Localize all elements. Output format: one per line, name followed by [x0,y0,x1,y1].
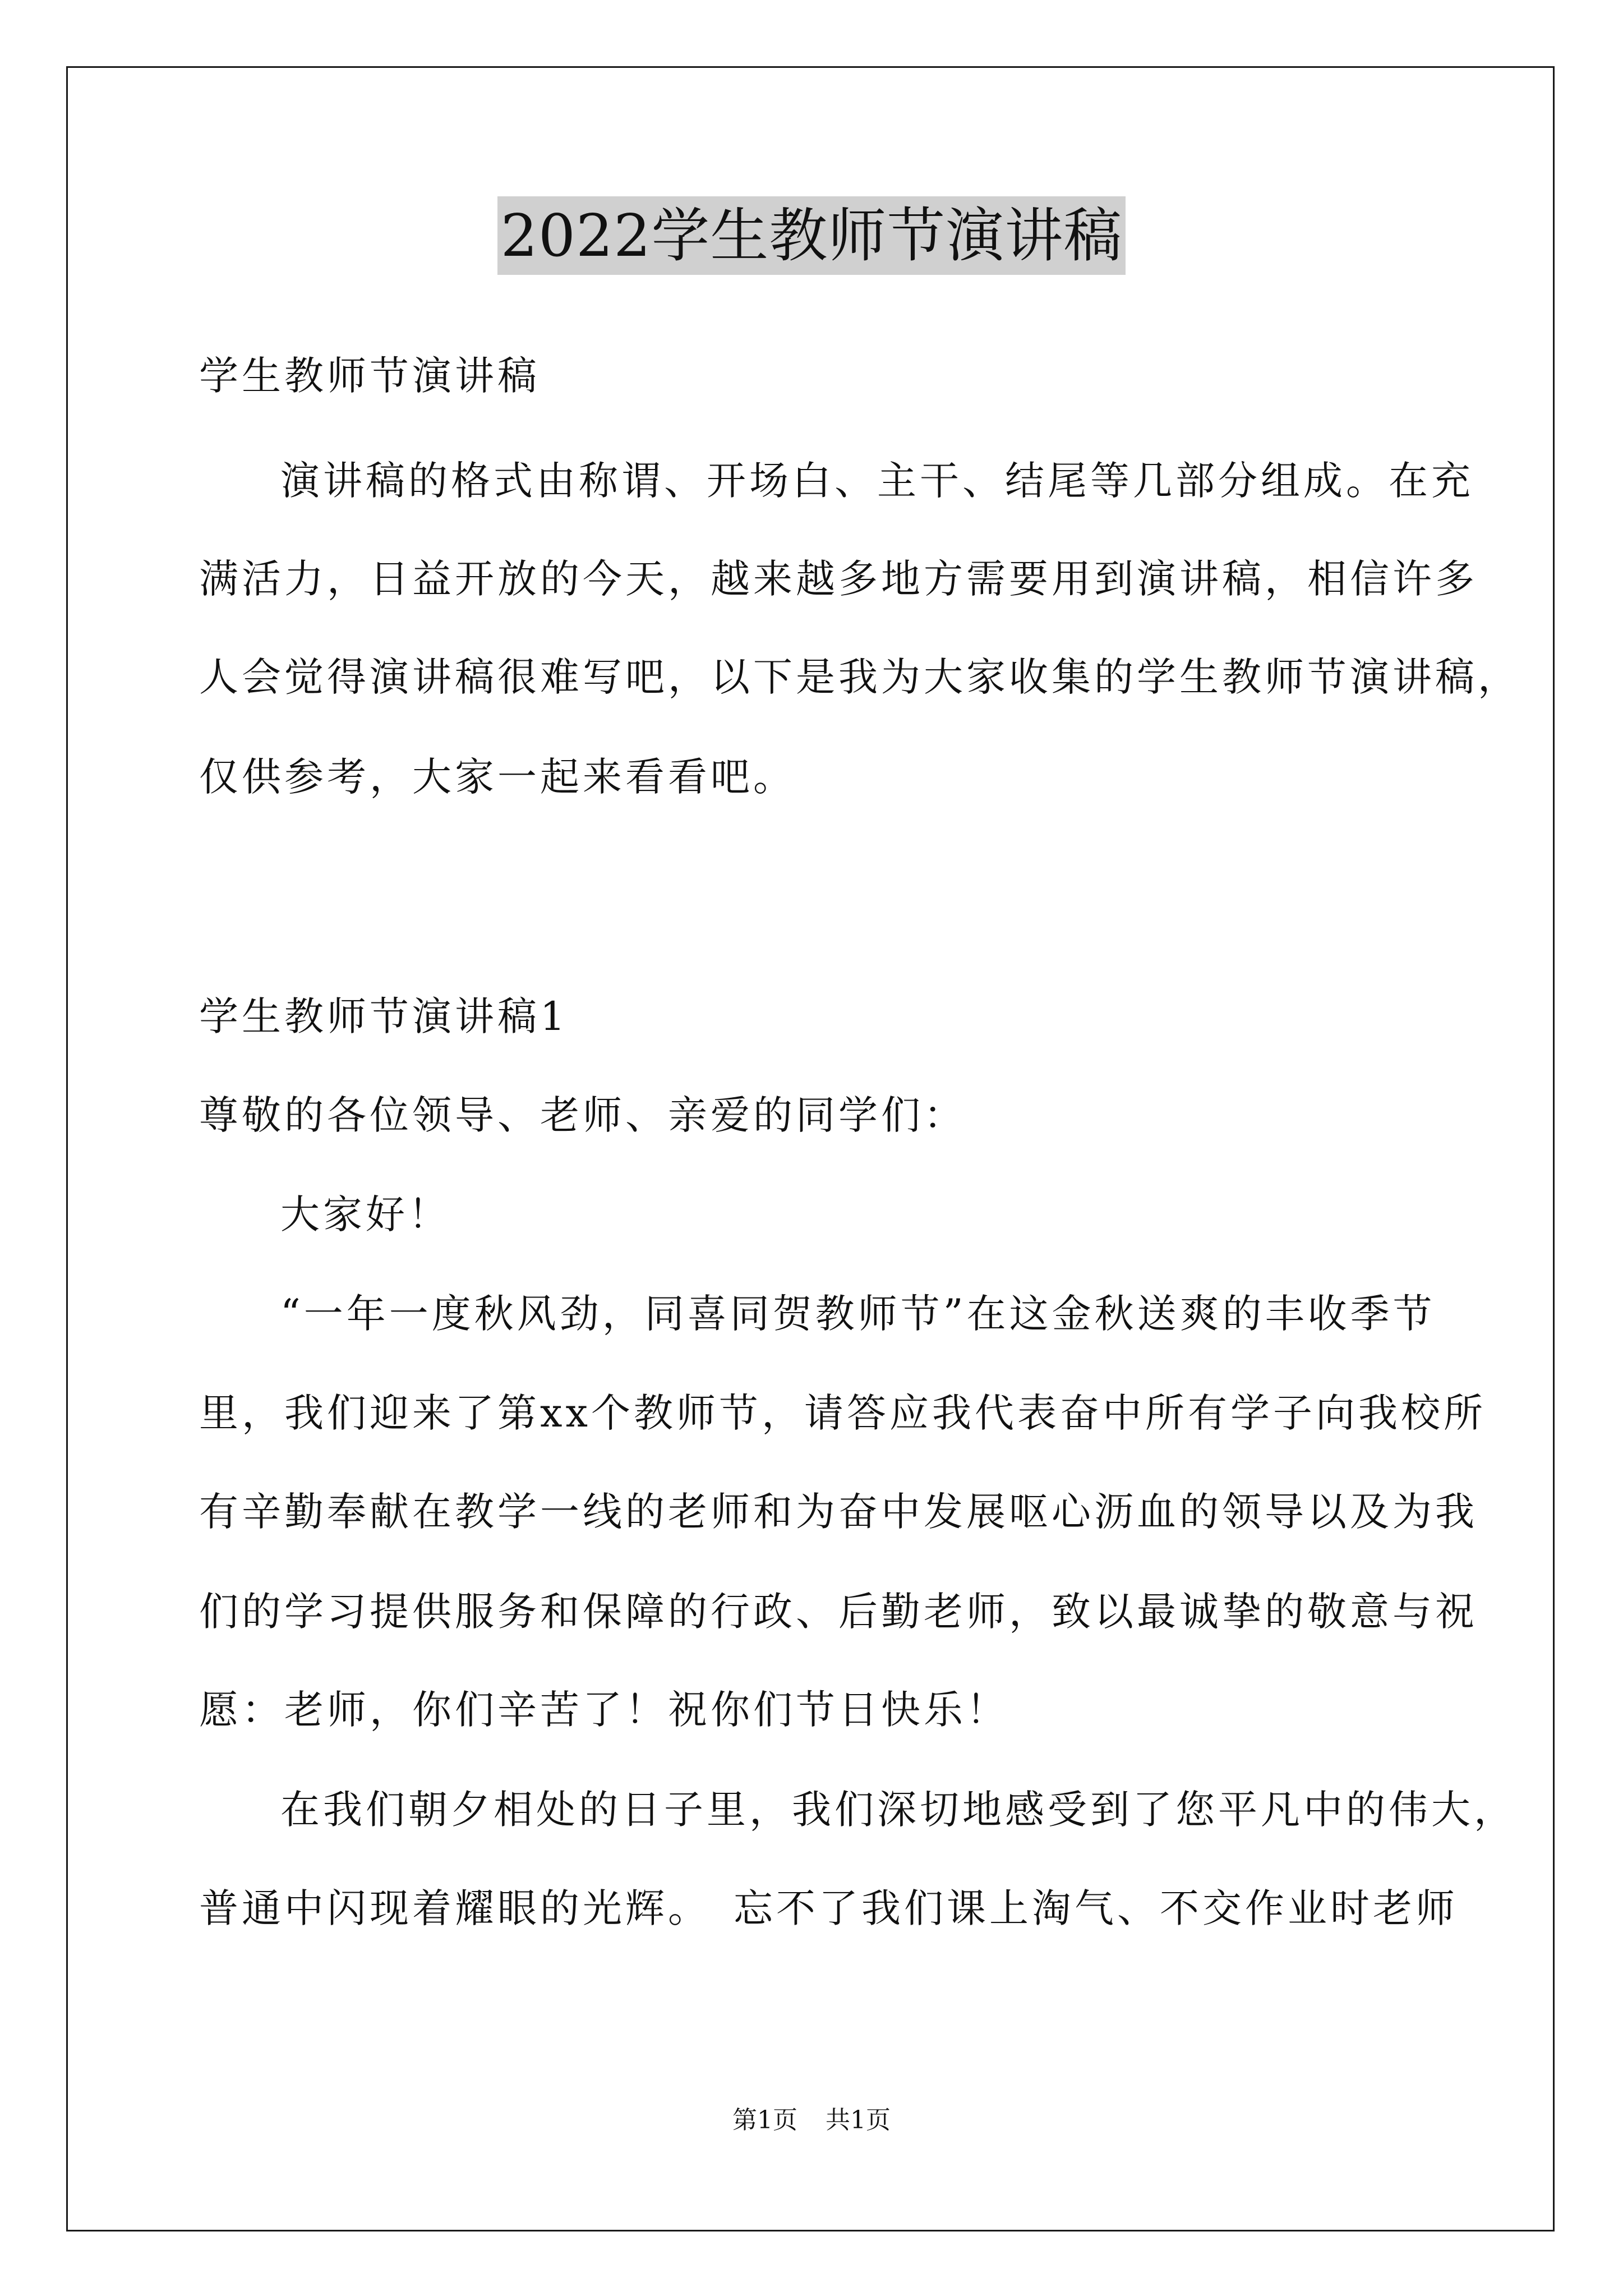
salutation: 尊敬的各位领导、老师、亲爱的同学们： [199,1092,966,1138]
paragraph-line: 愿：老师，你们辛苦了！祝你们节日快乐！ [199,1687,1009,1733]
page-current: 第1页 [732,2106,797,2134]
paragraph-line: 普通中闪现着耀眼的光辉。 忘不了我们课上淘气、不交作业时老师 [199,1885,1458,1931]
page-footer [0,2104,1623,2137]
paragraph-line: 们的学习提供服务和保障的行政、后勤老师，致以最诚挚的敬意与祝 [199,1589,1478,1635]
paragraph-line: 满活力，日益开放的今天，越来越多地方需要用到演讲稿，相信许多 [199,556,1478,602]
greeting: 大家好！ [280,1191,451,1237]
paragraph-line: 人会觉得演讲稿很难写吧，以下是我为大家收集的学生教师节演讲稿， [199,654,1520,700]
page-total: 共1页 [826,2106,891,2134]
paragraph-line: 有辛勤奉献在教学一线的老师和为奋中发展呕心沥血的领导以及为我 [199,1489,1478,1535]
section-heading: 学生教师节演讲稿 [199,353,540,399]
paragraph-line: “一年一度秋风劲，同喜同贺教师节”在这金秋送爽的丰收季节 [280,1291,1436,1337]
title-container [0,196,1623,275]
paragraph-line: 在我们朝夕相处的日子里，我们深切地感受到了您平凡中的伟大， [280,1787,1516,1833]
speech-heading: 学生教师节演讲稿1 [199,993,569,1039]
paragraph-line: 演讲稿的格式由称谓、开场白、主干、结尾等几部分组成。在充 [280,458,1474,504]
paragraph-line: 里，我们迎来了第xx个教师节，请答应我代表奋中所有学子向我校所 [199,1390,1486,1436]
document-title: 2022学生教师节演讲稿 [497,196,1126,275]
paragraph-line: 仅供参考，大家一起来看看吧。 [199,754,796,800]
